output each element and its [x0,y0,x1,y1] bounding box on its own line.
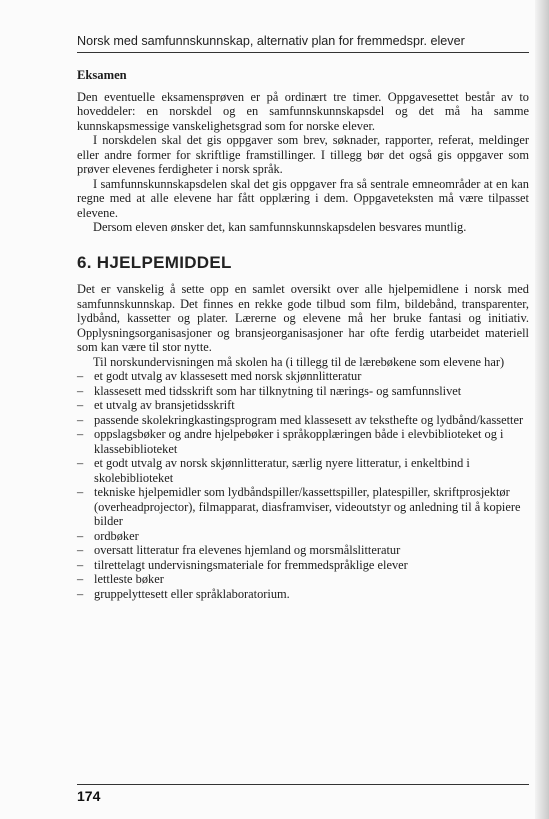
aids-paragraph-2: Til norskundervisningen må skolen ha (i tillegg til de lærebøkene som elevene har) [93,354,505,369]
page-number: 174 [77,788,101,804]
dash-bullet: – [77,383,84,398]
aids-paragraph-1: Det er vanskelig å sette opp en samlet oversikt over alle hjelpemidlene i norsk med samfunnskunnskap. Det finnes en rekke gode tilbud som film, bildebånd, transparenter, lydbånd, kassetter og plater. Lærerne og elevene må her bruke fantasi og initiativ. Opplysningsorganisasjoner og bransjeorganisasjoner har ofte ferdig utarbeidet materiell som kan være til stor nytte. [77,282,529,354]
list-item [77,558,529,573]
list-item-text: et godt utvalg av klassesett med norsk skjønnlitteratur [94,369,362,383]
aids-list [77,369,529,601]
dash-bullet: – [77,557,84,572]
dash-bullet: – [77,427,84,441]
exam-paragraph-1: Den eventuelle eksamensprøven er på ordinært tre timer. Oppgavesettet består av to hoveddeler: en norskdel og en samfunnskunnskapsdel og det må ha samme kunnskapsmessige vanskelighetsgrad som for norske elever. [77,89,529,133]
exam-paragraph-3: I samfunnskunnskapsdelen skal det gis oppgaver fra så sentrale emneområder at en kan regne med at alle elevene har fått opplæring i dem. Oppgaveteksten må være tilpasset elevene. [77,176,529,220]
dash-bullet: – [77,456,84,470]
list-item [77,543,529,558]
list-item-text: et godt utvalg av norsk skjønnlitteratur, særlig nyere litteratur, i enkeltbind i skolebiblioteket [94,456,470,485]
exam-paragraph-4: Dersom eleven ønsker det, kan samfunnskunnskapsdelen besvares muntlig. [93,220,467,234]
main-content [77,68,529,601]
list-item [77,384,529,399]
list-item-text: gruppelyttesett eller språklaboratorium. [94,586,290,601]
list-item [77,427,529,456]
dash-bullet: – [77,412,84,427]
page-edge-shadow [535,0,549,819]
list-item-text: klassesett med tidsskrift som har tilknytning til nærings- og samfunnslivet [94,383,462,398]
dash-bullet: – [77,369,84,383]
list-item [77,485,529,529]
dash-bullet: – [77,398,84,412]
dash-bullet: – [77,528,84,543]
list-item-text: oppslagsbøker og andre hjelpebøker i språkopplæringen både i elevbiblioteket og i klassebiblioteket [94,427,504,456]
list-item [77,529,529,544]
list-item-text: et utvalg av bransjetidsskrift [94,398,235,412]
list-item-text: oversatt litteratur fra elevenes hjemland og morsmålslitteratur [94,543,401,557]
list-item [77,369,529,384]
footer-rule [77,784,529,785]
list-item-text: tilrettelagt undervisningsmateriale for fremmedspråklige elever [94,557,408,572]
exam-heading: Eksamen [77,68,127,82]
list-item [77,398,529,413]
list-item-text: lettleste bøker [94,572,164,586]
exam-paragraph-2: I norskdelen skal det gis oppgaver som brev, søknader, rapporter, referat, meldinger eller andre former for skriftlige framstillinger. I tillegg bør det også gis oppgaver som prøver elevenes ferdigheter i norsk språk. [77,133,529,176]
list-item-text: passende skolekringkastingsprogram med klassesett av teksthefte og lydbånd/kassetter [94,412,524,427]
dash-bullet: – [77,586,84,601]
aids-heading: 6. HJELPEMIDDEL [77,252,232,272]
dash-bullet: – [77,485,84,499]
list-item [77,587,529,602]
dash-bullet: – [77,543,84,557]
header-rule [77,52,529,53]
list-item [77,572,529,587]
list-item [77,456,529,485]
list-item-text: ordbøker [94,528,139,543]
dash-bullet: – [77,572,84,586]
running-header: Norsk med samfunnskunnskap, alternativ plan for fremmedspr. elever [77,34,465,48]
list-item [77,413,529,428]
list-item-text: tekniske hjelpemidler som lydbåndspiller/kassettspiller, platespiller, skriftprosjektør (overheadprojector), filmapparat, diasframviser, videoutstyr og anledning til å kopiere bilder [94,485,521,528]
